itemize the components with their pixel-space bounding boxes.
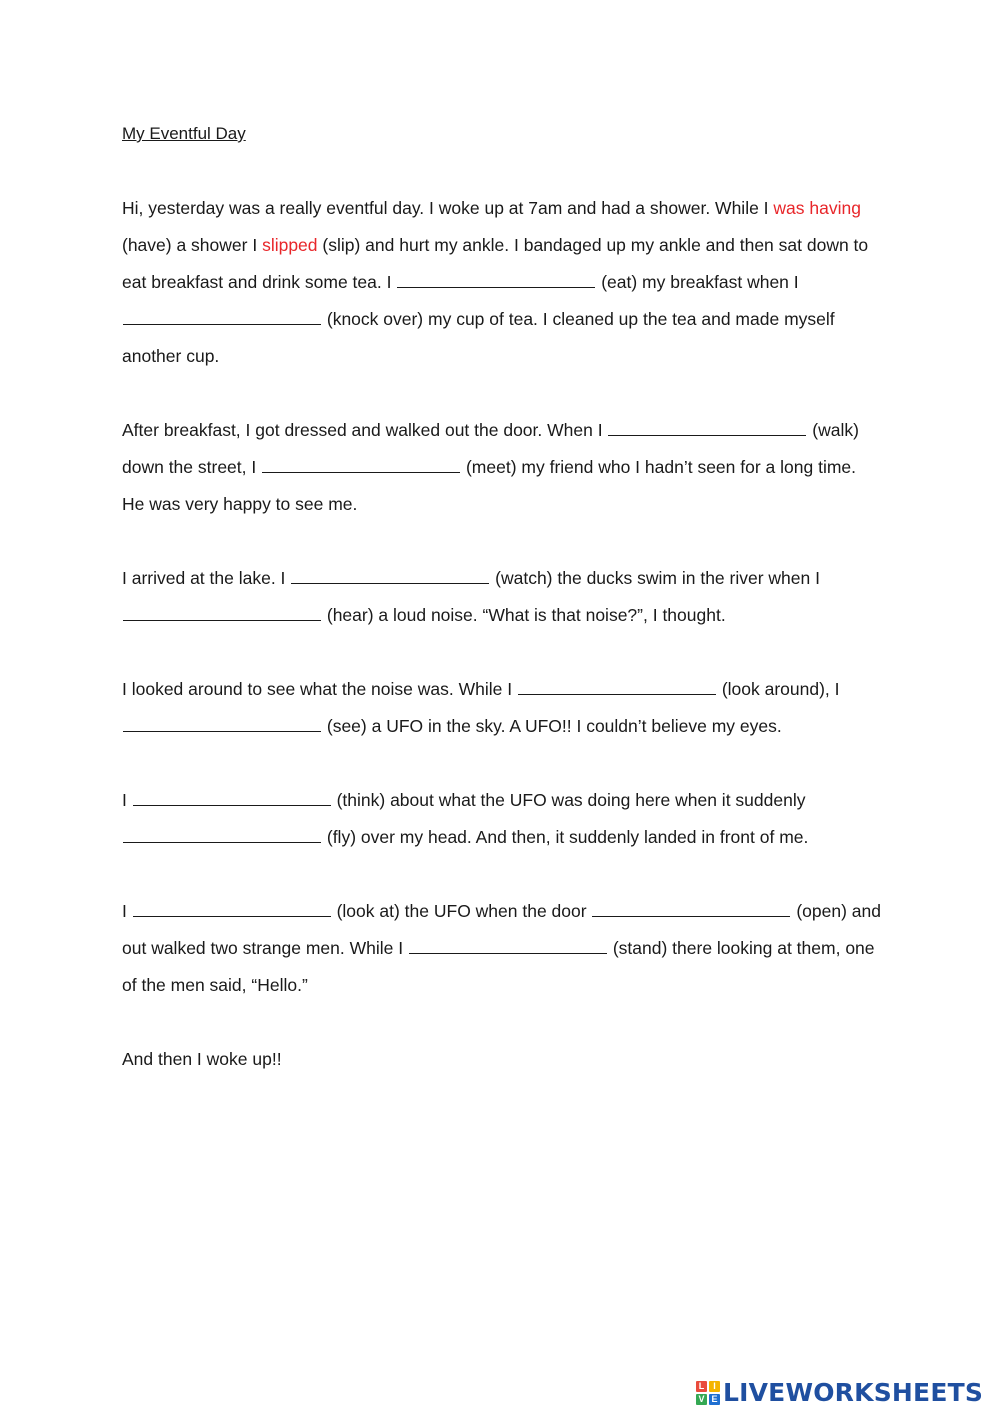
logo-letter-l: L: [696, 1381, 707, 1392]
text-segment: (see) a UFO in the sky. A UFO!! I couldn’t believe my eyes.: [322, 716, 782, 736]
text-segment: (look at) the UFO when the door: [331, 901, 592, 921]
logo-letter-e: E: [709, 1394, 720, 1405]
logo-grid-icon: [696, 1381, 720, 1405]
answer-blank-fly[interactable]: [123, 824, 321, 843]
logo-letter-i: I: [709, 1381, 720, 1392]
answer-blank-stand[interactable]: [409, 935, 607, 954]
page-title: My Eventful Day: [122, 124, 246, 143]
answer-blank-think[interactable]: [133, 787, 331, 806]
answer-blank-open[interactable]: [592, 898, 790, 917]
example-answer-slipped: slipped: [262, 235, 318, 255]
text-segment: (watch) the ducks swim in the river when I: [490, 568, 820, 588]
text-segment: I: [122, 901, 132, 921]
answer-blank-watch[interactable]: [291, 565, 489, 584]
answer-blank-see[interactable]: [123, 713, 321, 732]
answer-blank-meet[interactable]: [262, 454, 460, 473]
text-segment: And then I woke up!!: [122, 1049, 282, 1069]
worksheet-page: [122, 122, 882, 1115]
text-segment: (look around), I: [716, 679, 840, 699]
text-segment: I looked around to see what the noise was. While I: [122, 679, 517, 699]
logo-text: LIVEWORKSHEETS: [723, 1378, 984, 1407]
text-segment: I: [122, 790, 132, 810]
paragraph-6: [122, 893, 882, 1004]
text-segment: (meet) my friend who I hadn’t seen for a long time. He was very happy to see me.: [122, 457, 857, 514]
text-segment: (knock over) my cup of tea. I cleaned up the tea and made myself another cup.: [122, 309, 835, 366]
paragraph-1: [122, 190, 882, 375]
text-segment: I arrived at the lake. I: [122, 568, 291, 588]
answer-blank-hear[interactable]: [123, 602, 321, 621]
paragraph-2: [122, 412, 882, 523]
text-segment: (eat) my breakfast when I: [596, 272, 799, 292]
text-segment: (hear) a loud noise. “What is that noise?”, I thought.: [322, 605, 726, 625]
paragraph-5: [122, 782, 882, 856]
logo-letter-v: V: [696, 1394, 707, 1405]
text-segment: (open) and out walked two strange men. While I: [122, 901, 881, 958]
answer-blank-knock-over[interactable]: [123, 306, 321, 325]
paragraph-3: [122, 560, 882, 634]
text-segment: (walk) down the street, I: [122, 420, 859, 477]
text-segment: After breakfast, I got dressed and walked out the door. When I: [122, 420, 608, 440]
answer-blank-walk[interactable]: [608, 417, 806, 436]
answer-blank-look-at[interactable]: [133, 898, 331, 917]
text-segment: Hi, yesterday was a really eventful day. I woke up at 7am and had a shower. While I: [122, 198, 774, 218]
text-segment: (fly) over my head. And then, it suddenly landed in front of me.: [322, 827, 809, 847]
text-segment: (stand) there looking at them, one of the men said, “Hello.”: [122, 938, 875, 995]
text-segment: (have) a shower I: [122, 235, 263, 255]
text-segment: (slip) and hurt my ankle. I bandaged up my ankle and then sat down to eat breakfast and drink some tea. I: [122, 235, 869, 292]
liveworksheets-logo: [696, 1378, 983, 1408]
paragraph-4: [122, 671, 882, 745]
text-segment: (think) about what the UFO was doing here when it suddenly: [331, 790, 806, 810]
answer-blank-look-around[interactable]: [518, 676, 716, 695]
paragraph-7: [122, 1041, 882, 1078]
answer-blank-eat[interactable]: [397, 269, 595, 288]
example-answer-was-having: was having: [773, 198, 861, 218]
